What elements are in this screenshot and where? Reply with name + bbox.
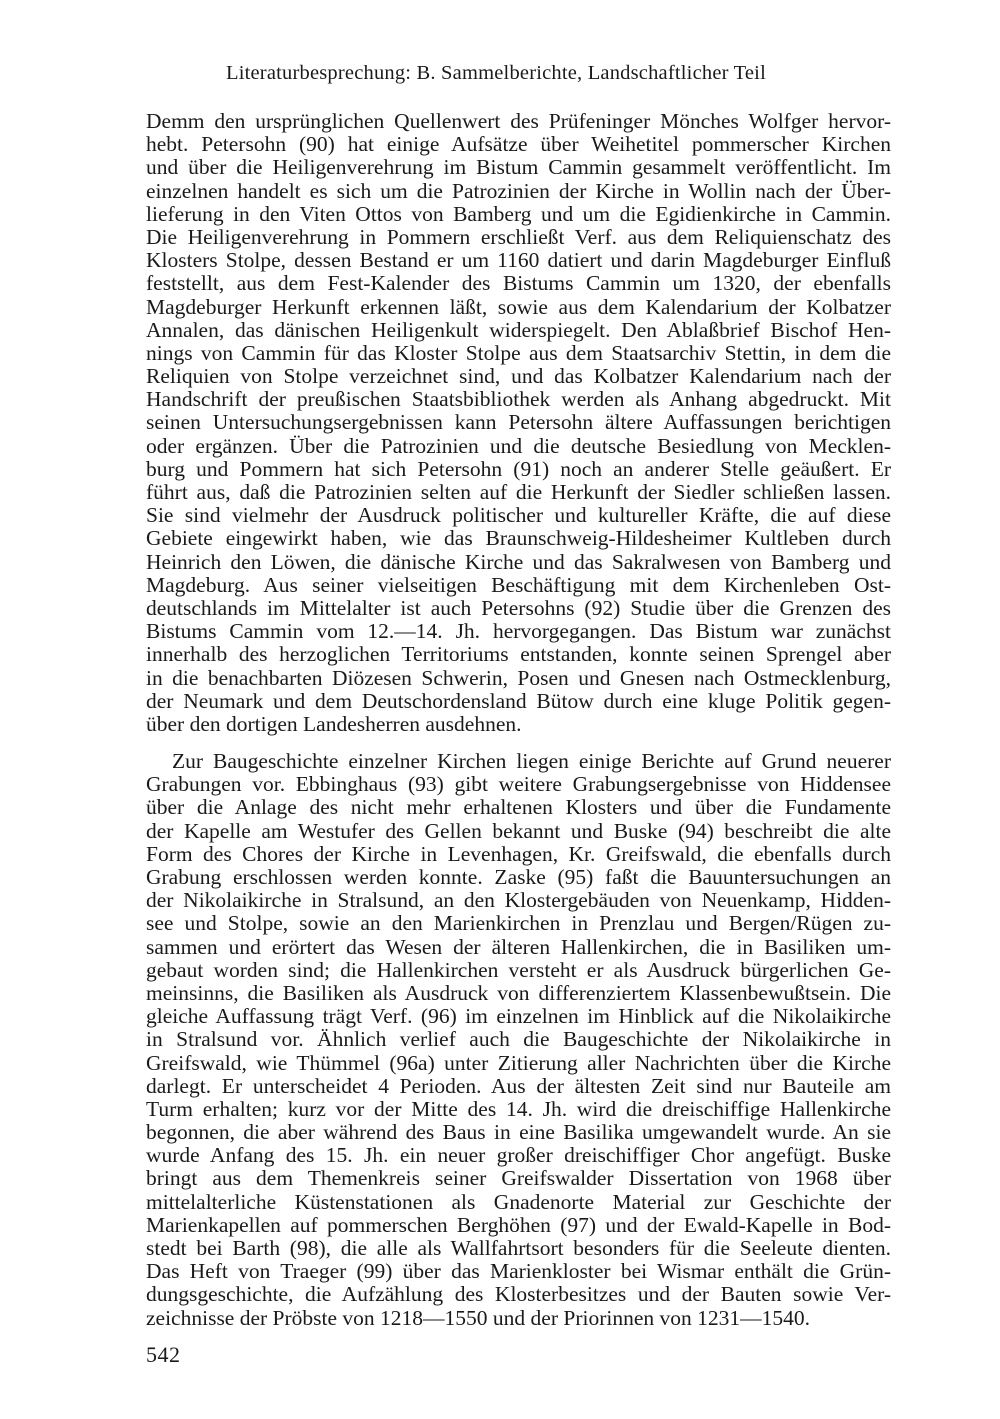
text-line: stedt bei Barth (98), die alle als Wallfahrtsort besonders für die Seeleute dienten. [146,1236,891,1260]
text-line: wurde Anfang des 15. Jh. ein neuer großer dreischiffiger Chor angefügt. Buske [146,1143,891,1168]
text-line: bringt aus dem Themenkreis seiner Greifswalder Dissertation von 1968 über [146,1166,891,1191]
text-line: meinsinns, die Basiliken als Ausdruck von differenziertem Klassenbewußtsein. Die [146,980,891,1005]
text-line: Turm erhalten; kurz vor der Mitte des 14. Jh. wird die dreischiffige Hallenkirche [146,1096,891,1121]
text-line: führt aus, daß die Patrozinien selten auf die Herkunft der Siedler schließen lassen. [146,480,891,504]
text-line: in die benachbarten Diözesen Schwerin, Posen und Gnesen nach Ostmecklenburg, [146,665,891,690]
text-line: Annalen, das dänischen Heiligenkult widerspiegelt. Den Ablaßbrief Bischof Hen- [146,317,891,342]
text-line: über die Anlage des nicht mehr erhaltenen Klosters und über die Fundamente [146,795,891,820]
text-line: Form des Chores der Kirche in Levenhagen, Kr. Greifswald, die ebenfalls durch [146,841,891,866]
text-line: einzelnen handelt es sich um die Patrozinien der Kirche in Wollin nach der Über- [146,178,891,203]
text-line: Die Heiligenverehrung in Pommern erschließt Verf. aus dem Reliquienschatz des [146,224,891,249]
text-line: Magdeburg. Aus seiner vielseitigen Beschäftigung mit dem Kirchenleben Ost- [146,572,891,597]
text-line: Zur Baugeschichte einzelner Kirchen liegen einige Berichte auf Grund neuerer [172,749,891,774]
page-number: 542 [146,1342,181,1367]
text-line: Heinrich den Löwen, die dänische Kirche und das Sakralwesen von Bamberg und [146,549,891,574]
text-line: begonnen, die aber während des Baus in eine Basilika umgewandelt wurde. An sie [146,1120,891,1145]
text-line: gebaut worden sind; die Hallenkirchen versteht er als Ausdruck bürgerlichen Ge- [146,957,891,982]
text-line: Demm den ursprünglichen Quellenwert des Prüfeninger Mönches Wolfger hervor- [146,109,891,133]
text-line: feststellt, aus dem Fest-Kalender des Bistums Cammin um 1320, der ebenfalls [146,271,891,296]
running-head: Literaturbesprechung: B. Sammelberichte, Landschaftlicher Teil [226,62,766,84]
text-line: mittelalterliche Küstenstationen als Gnadenorte Material zur Geschichte der [146,1189,891,1214]
paragraph-gap [146,736,891,750]
text-line: deutschlands im Mittelalter ist auch Petersohns (92) Studie über die Grenzen des [146,595,891,620]
text-line: zeichnisse der Pröbste von 1218—1550 und der Priorinnen von 1231—1540. [146,1305,811,1330]
text-line: Reliquien von Stolpe verzeichnet sind, und das Kolbatzer Kalendarium nach der [146,364,891,389]
text-line: über den dortigen Landesherren ausdehnen. [146,711,522,736]
text-line: Grabungen vor. Ebbinghaus (93) gibt weitere Grabungsergebnisse von Hiddensee [146,772,891,797]
text-line: nings von Cammin für das Kloster Stolpe aus dem Staatsarchiv Stettin, in dem die [146,340,891,365]
paragraph [146,110,891,736]
text-line: der Neumark und dem Deutschordensland Bütow durch eine kluge Politik gegen- [146,688,891,713]
text-line: der Nikolaikirche in Stralsund, an den Klostergebäuden von Neuenkamp, Hidden- [146,888,891,913]
text-line: Marienkapellen auf pommerschen Berghöhen (97) und der Ewald-Kapelle in Bod- [146,1212,891,1237]
text-line: Bistums Cammin vom 12.—14. Jh. hervorgegangen. Das Bistum war zunächst [146,619,891,644]
text-line: Das Heft von Traeger (99) über das Marienkloster bei Wismar enthält die Grün- [146,1259,891,1284]
text-line: seinen Untersuchungsergebnissen kann Petersohn ältere Auffassungen berichtigen [146,410,891,435]
text-line: in Stralsund vor. Ähnlich verlief auch die Baugeschichte der Nikolaikirche in [146,1027,891,1052]
text-line: innerhalb des herzoglichen Territoriums entstanden, konnte seinen Sprengel aber [146,642,891,667]
text-line: gleiche Auffassung trägt Verf. (96) im einzelnen im Hinblick auf die Nikolaikirche [146,1004,891,1029]
text-line: burg und Pommern hat sich Petersohn (91) noch an anderer Stelle geäußert. Er [146,456,891,481]
text-line: Greifswald, wie Thümmel (96a) unter Zitierung aller Nachrichten über die Kirche [146,1050,891,1075]
text-line: Handschrift der preußischen Staatsbibliothek werden als Anhang abgedruckt. Mit [146,387,891,412]
text-line: darlegt. Er unterscheidet 4 Perioden. Aus der ältesten Zeit sind nur Bauteile am [146,1073,891,1098]
paragraph [146,750,891,1330]
text-line: Gebiete eingewirkt haben, wie das Braunschweig-Hildesheimer Kultleben durch [146,526,891,551]
text-line: Grabung erschlossen werden konnte. Zaske (95) faßt die Bauuntersuchungen an [146,865,891,889]
text-line: und über die Heiligenverehrung im Bistum Cammin gesammelt veröffentlicht. Im [146,155,891,180]
text-line: lieferung in den Viten Ottos von Bamberg und um die Egidienkirche in Cammin. [146,201,891,226]
text-line: see und Stolpe, sowie an den Marienkirchen in Prenzlau und Bergen/Rügen zu- [146,911,891,936]
text-line: dungsgeschichte, die Aufzählung des Klosterbesitzes und der Bauten sowie Ver- [146,1282,891,1307]
text-line: hebt. Petersohn (90) hat einige Aufsätze über Weihetitel pommerscher Kirchen [146,132,891,157]
text-line: Klosters Stolpe, dessen Bestand er um 1160 datiert und darin Magdeburger Einfluß [146,248,891,273]
text-line: Sie sind vielmehr der Ausdruck politischer und kultureller Kräfte, die auf diese [146,503,891,528]
text-line: sammen und erörtert das Wesen der älteren Hallenkirchen, die in Basiliken um- [146,934,891,959]
body-text [146,110,891,1330]
text-line: Magdeburger Herkunft erkennen läßt, sowie aus dem Kalendarium der Kolbatzer [146,294,891,319]
text-line: oder ergänzen. Über die Patrozinien und die deutsche Besiedlung von Mecklen- [146,433,891,458]
text-line: der Kapelle am Westufer des Gellen bekannt und Buske (94) beschreibt die alte [146,818,891,843]
